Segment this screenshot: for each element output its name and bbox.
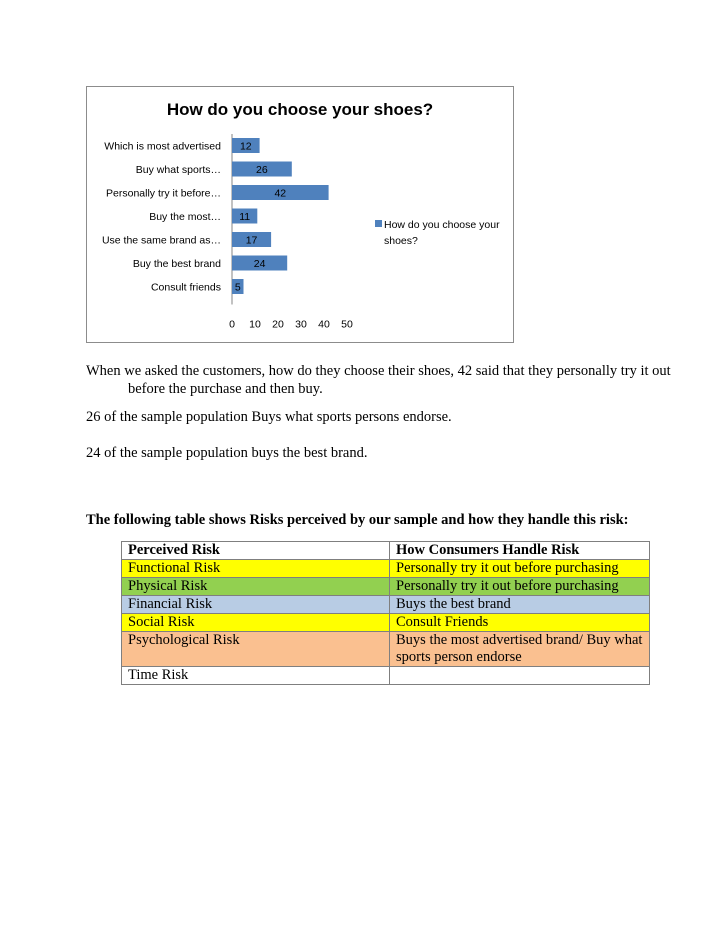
paragraph-1: When we asked the customers, how do they choose their shoes, 42 said that they personally try it out before the purchase and then buy. xyxy=(86,363,671,397)
chart-title: How do you choose your shoes? xyxy=(166,100,434,119)
table-row xyxy=(122,560,650,578)
table-header-row xyxy=(122,542,650,560)
data-label: 24 xyxy=(253,258,266,270)
paragraph-3: 24 of the sample population buys the best brand. xyxy=(86,445,368,461)
table-heading: The following table shows Risks perceived by our sample and how they handle this risk: xyxy=(86,512,629,528)
data-label: 11 xyxy=(239,211,251,223)
cell-perceived-risk: Psychological Risk xyxy=(122,632,390,667)
data-label: 17 xyxy=(245,234,258,247)
y-tick-label: Consult friends xyxy=(150,281,221,294)
risk-table xyxy=(121,541,650,685)
cell-handle-risk: Buys the most advertised brand/ Buy what sports person endorse xyxy=(390,632,650,667)
cell-handle-risk: Consult Friends xyxy=(390,614,650,632)
cell-handle-risk: Buys the best brand xyxy=(390,596,650,614)
cell-perceived-risk: Functional Risk xyxy=(122,560,390,578)
legend-label-line2: shoes? xyxy=(384,235,418,247)
table-row xyxy=(122,596,650,614)
data-label: 12 xyxy=(239,140,252,153)
cell-handle-risk: Personally try it out before purchasing xyxy=(390,560,650,578)
y-tick-label: Buy the best brand xyxy=(132,258,221,270)
table-row xyxy=(122,614,650,632)
data-label: 26 xyxy=(256,164,268,176)
data-label: 5 xyxy=(234,281,241,294)
table-row xyxy=(122,632,650,667)
y-tick-label: Buy what sports… xyxy=(135,164,221,176)
y-tick-label: Buy the most… xyxy=(149,211,221,223)
cell-handle-risk xyxy=(390,667,650,685)
x-tick-label: 10 xyxy=(249,318,261,331)
paragraph-2: 26 of the sample population Buys what sports persons endorse. xyxy=(86,409,452,425)
data-label: 42 xyxy=(274,187,287,200)
y-tick-label: Use the same brand as… xyxy=(101,234,221,247)
x-tick-label: 30 xyxy=(295,318,307,331)
y-tick-label: Which is most advertised xyxy=(104,140,221,153)
cell-perceived-risk: Social Risk xyxy=(122,614,390,632)
table-row xyxy=(122,578,650,596)
header-how-consumers-handle: How Consumers Handle Risk xyxy=(390,542,650,560)
cell-perceived-risk: Financial Risk xyxy=(122,596,390,614)
legend-marker xyxy=(375,220,382,227)
x-tick-label: 40 xyxy=(318,318,330,331)
legend-label-line1: How do you choose your xyxy=(384,219,500,231)
cell-perceived-risk: Physical Risk xyxy=(122,578,390,596)
x-tick-label: 20 xyxy=(272,318,284,331)
header-perceived-risk: Perceived Risk xyxy=(122,542,390,560)
y-tick-label: Personally try it before… xyxy=(106,187,221,200)
cell-perceived-risk: Time Risk xyxy=(122,667,390,685)
cell-handle-risk: Personally try it out before purchasing xyxy=(390,578,650,596)
x-tick-label: 50 xyxy=(341,318,353,331)
x-tick-label: 0 xyxy=(229,318,235,331)
table-row xyxy=(122,667,650,685)
bar-chart xyxy=(86,86,514,343)
